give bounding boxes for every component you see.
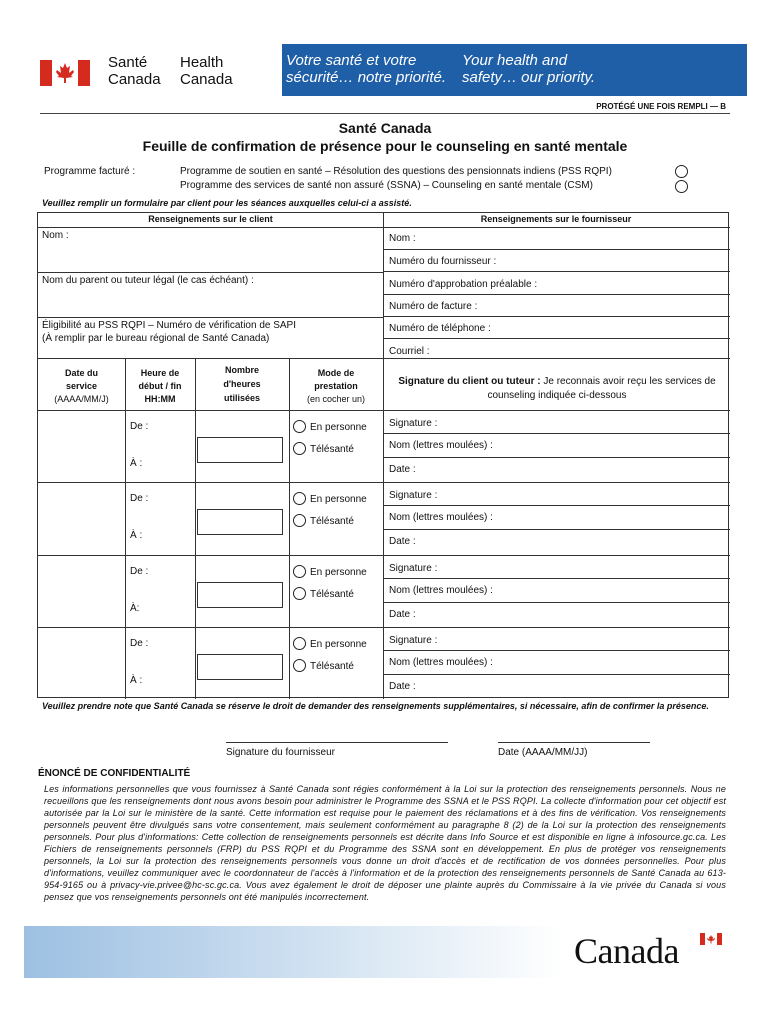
instruction-text: Veuillez remplir un formulaire par client pour les séances auxquelles celui-ci a assisté. — [42, 198, 412, 208]
mode-telehealth-radio[interactable] — [293, 442, 306, 455]
provider-info-header: Renseignements sur le fournisseur — [480, 214, 632, 224]
col-time-line1: Heure de — [140, 368, 180, 378]
col-hours-line1: Nombre — [224, 365, 259, 375]
eligibility-line1: Éligibilité au PSS RQPI – Numéro de vérification de SAPI — [42, 320, 297, 331]
preapproval-number-field[interactable]: Numéro d'approbation préalable : — [389, 279, 538, 290]
canada-wordmark: Canada — [574, 931, 679, 971]
client-signature-field[interactable]: Signature : — [389, 418, 438, 429]
provider-signature-line[interactable] — [226, 742, 448, 743]
col-mode-header — [289, 367, 383, 406]
col-date-line3: (AAAA/MM/J) — [54, 394, 109, 404]
signature-date-label: Date (AAAA/MM/JJ) — [498, 747, 588, 758]
client-signature-date-field[interactable]: Date : — [389, 681, 416, 692]
email-field[interactable]: Courriel : — [389, 346, 430, 357]
provider-signature-label: Signature du fournisseur — [226, 747, 335, 758]
session-hours-box[interactable] — [197, 582, 283, 608]
session-end-time[interactable]: À : — [130, 458, 143, 469]
provider-number-field[interactable]: Numéro du fournisseur : — [389, 256, 497, 267]
client-signature-field[interactable]: Signature : — [389, 490, 438, 501]
client-signature-date-field[interactable]: Date : — [389, 464, 416, 475]
eligibility-line2: (À remplir par le bureau régional de Santé Canada) — [42, 333, 270, 344]
dept-en-line2: Canada — [180, 71, 233, 88]
signature-date-line[interactable] — [498, 742, 650, 743]
dept-fr-line1: Santé — [108, 54, 148, 71]
session-hours-box[interactable] — [197, 509, 283, 535]
mode-in-person-radio[interactable] — [293, 420, 306, 433]
dept-en-line1: Health — [180, 54, 224, 71]
provider-name-field[interactable]: Nom : — [389, 233, 416, 244]
mode-in-person-radio[interactable] — [293, 637, 306, 650]
client-printed-name-field[interactable]: Nom (lettres moulées) : — [389, 657, 493, 668]
mode-in-person-label: En personne — [310, 494, 367, 505]
col-mode-line1: Mode de — [317, 368, 355, 378]
session-start-time[interactable]: De : — [130, 566, 149, 577]
col-date-line1: Date du — [64, 368, 98, 378]
department-name-fr — [108, 54, 161, 88]
mode-in-person-label: En personne — [310, 567, 367, 578]
motto-fr-line1: Votre santé et votre — [286, 52, 417, 69]
motto-en-line1: Your health and — [462, 52, 568, 69]
mode-telehealth-label: Télésanté — [310, 661, 354, 672]
eligibility-field[interactable] — [42, 319, 296, 345]
mode-telehealth-radio[interactable] — [293, 514, 306, 527]
session-date-cell[interactable] — [40, 484, 122, 553]
canada-flag-logo — [40, 60, 90, 86]
mode-telehealth-radio[interactable] — [293, 659, 306, 672]
motto-en — [462, 52, 595, 86]
col-signature-rest: Je reconnais avoir reçu les services de counseling indiquée ci-dessous — [487, 376, 716, 401]
client-signature-date-field[interactable]: Date : — [389, 609, 416, 620]
department-name-en — [180, 54, 233, 88]
phone-number-field[interactable]: Numéro de téléphone : — [389, 323, 491, 334]
mode-telehealth-radio[interactable] — [293, 587, 306, 600]
session-hours-box[interactable] — [197, 437, 283, 463]
session-date-cell[interactable] — [40, 557, 122, 625]
program-ssna-radio[interactable] — [675, 180, 688, 193]
invoice-number-field[interactable]: Numéro de facture : — [389, 301, 478, 312]
session-end-time[interactable]: À: — [130, 603, 140, 614]
wordmark-flag-icon — [700, 933, 722, 945]
protected-label: PROTÉGÉ UNE FOIS REMPLI — B — [596, 102, 726, 111]
motto-fr-line2: sécurité… notre priorité. — [286, 69, 447, 86]
program-label: Programme facturé : — [44, 166, 136, 177]
form-title: Santé Canada — [338, 120, 432, 136]
confidentiality-text: Les informations personnelles que vous fournissez à Santé Canada sont régies conformément à la Loi sur la protection des renseignements personnels. Nous ne recueillons que les renseignements dont nous avons besoin pour administrer le Programme des SSNA et le PSS RQPI. La collecte d'information pour cet objectif est autorisée par la Loi sur le ministère de la santé. Cette information est requise pour le paiement des réclamations et à des fins de vérification. Vos renseignements personnels peuvent être divulgués sans votre consentement, mais seulement conformément au paragraphe 8 (2) de la Loi sur la protection des renseignements personnels. Pour plus d'informations: Cette collection de renseignements personnels est décrite dans Info Source et est disponible en ligne à infosource.gc.ca. Les Fichiers de renseignements personnels (FRP) du PSS RQPI et du Programme des SSNA sont en développement. En plus de protéger vos renseignements personnels, la Loi sur la protection des renseignements personnels vous donne un droit d'accès et de rectification de vos données personnelles. Pour plus d'informations, veuillez communiquer avec le coordonnateur de l'accès à l'information et de la protection des renseignements personnels de Santé Canada au 613-954-9165 ou à privacy-vie.privee@hc-sc.gc.ca. Vous avez également le droit de déposer une plainte auprès du Commissaire à la vie privée du Canada si vous pensez que vos renseignements personnels ont été manipulés incorrectement. — [44, 784, 726, 902]
client-info-header: Renseignements sur le client — [148, 214, 273, 224]
client-signature-date-field[interactable]: Date : — [389, 536, 416, 547]
session-start-time[interactable]: De : — [130, 493, 149, 504]
col-mode-line3: (en cocher un) — [306, 394, 366, 404]
mode-in-person-label: En personne — [310, 639, 367, 650]
col-time-line2: début / fin — [138, 381, 182, 391]
session-start-time[interactable]: De : — [130, 421, 149, 432]
session-hours-box[interactable] — [197, 654, 283, 680]
col-date-line2: service — [65, 381, 98, 391]
client-printed-name-field[interactable]: Nom (lettres moulées) : — [389, 512, 493, 523]
col-hours-line2: d'heures — [223, 379, 261, 389]
client-name-field[interactable]: Nom : — [42, 230, 69, 241]
col-time-line3: HH:MM — [144, 394, 176, 404]
session-date-cell[interactable] — [40, 629, 122, 697]
client-signature-field[interactable]: Signature : — [389, 563, 438, 574]
mode-telehealth-label: Télésanté — [310, 444, 354, 455]
confidentiality-title: ÉNONCÉ DE CONFIDENTIALITÉ — [38, 768, 191, 779]
client-printed-name-field[interactable]: Nom (lettres moulées) : — [389, 440, 493, 451]
program-option-ssna: Programme des services de santé non assuré (SSNA) – Counseling en santé mentale (CSM) — [180, 180, 593, 191]
header-divider — [40, 113, 730, 114]
program-pss-radio[interactable] — [675, 165, 688, 178]
col-time-header — [125, 367, 195, 406]
session-end-time[interactable]: À : — [130, 530, 143, 541]
col-hours-line3: utilisées — [223, 393, 261, 403]
session-date-cell[interactable] — [40, 412, 122, 480]
dept-fr-line2: Canada — [108, 71, 161, 88]
session-end-time[interactable]: À : — [130, 675, 143, 686]
mode-in-person-label: En personne — [310, 422, 367, 433]
mode-telehealth-label: Télésanté — [310, 516, 354, 527]
form-subtitle: Feuille de confirmation de présence pour le counseling en santé mentale — [142, 138, 628, 154]
col-signature-header — [387, 375, 727, 403]
motto-fr — [286, 52, 446, 86]
attendance-table — [37, 212, 729, 698]
footer-gradient-band — [24, 926, 564, 978]
mode-in-person-radio[interactable] — [293, 565, 306, 578]
mode-in-person-radio[interactable] — [293, 492, 306, 505]
client-printed-name-field[interactable]: Nom (lettres moulées) : — [389, 585, 493, 596]
motto-banner — [282, 44, 747, 96]
motto-en-line2: safety… our priority. — [462, 69, 596, 86]
col-date-header — [38, 367, 125, 406]
program-option-pss: Programme de soutien en santé – Résolution des questions des pensionnats indiens (PSS RQPI) — [180, 166, 612, 177]
parent-name-field[interactable]: Nom du parent ou tuteur légal (le cas échéant) : — [42, 275, 254, 286]
col-hours-header — [195, 363, 289, 405]
session-start-time[interactable]: De : — [130, 638, 149, 649]
col-mode-line2: prestation — [314, 381, 358, 391]
verification-note: Veuillez prendre note que Santé Canada se réserve le droit de demander des renseignements supplémentaires, si nécessaire, afin de confirmer la présence. — [42, 701, 709, 711]
mode-telehealth-label: Télésanté — [310, 589, 354, 600]
col-signature-bold: Signature du client ou tuteur : — [398, 376, 541, 387]
client-signature-field[interactable]: Signature : — [389, 635, 438, 646]
